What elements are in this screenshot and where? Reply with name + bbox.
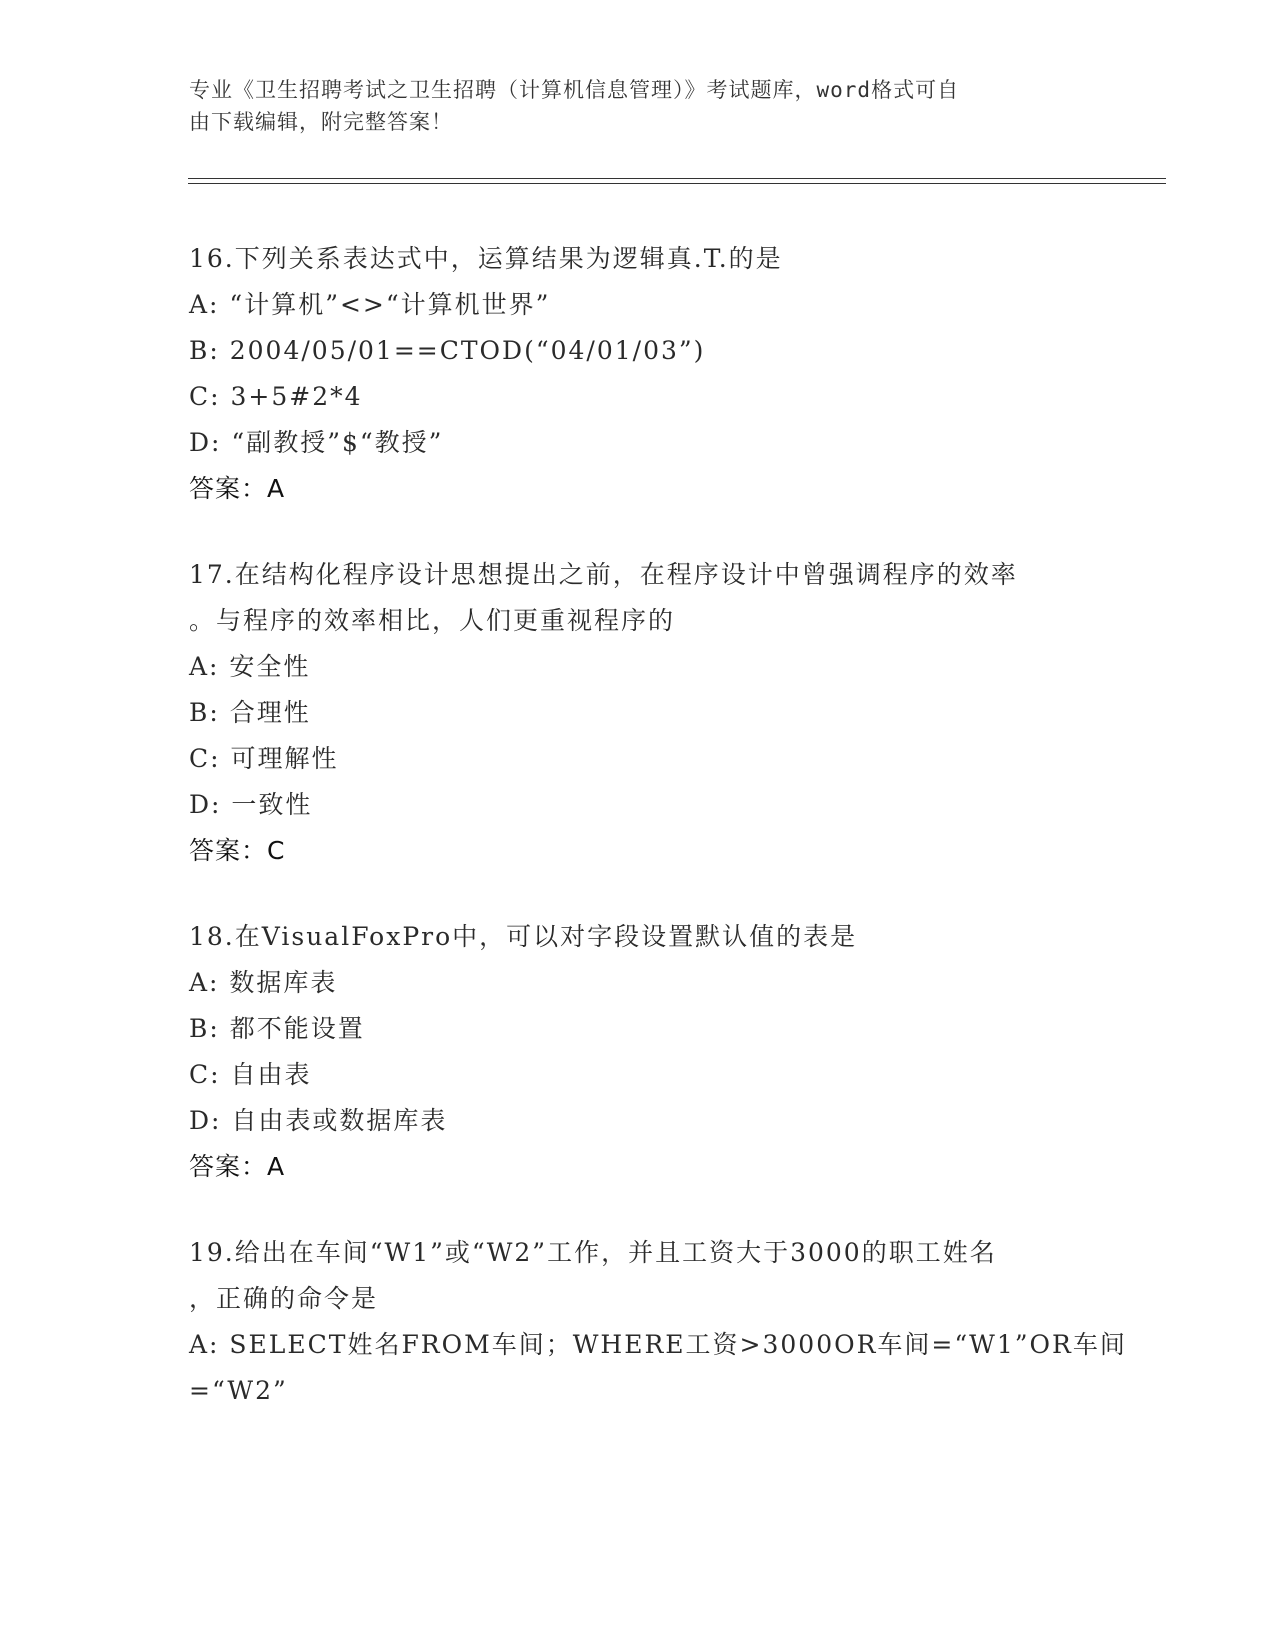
header-line-1: 专业《卫生招聘考试之卫生招聘（计算机信息管理）》考试题库，word格式可自 (189, 78, 960, 102)
option-a-continued: =“W2” (189, 1376, 288, 1405)
answer-line: 答案：A (189, 1152, 286, 1181)
document-header (189, 74, 1089, 138)
option-c: C: 自由表 (189, 1060, 312, 1089)
option-a: A: “计算机”<>“计算机世界” (189, 290, 551, 319)
option-c: C: 3+5#2*4 (189, 382, 363, 411)
question-stem: 18.在VisualFoxPro中，可以对字段设置默认值的表是 (189, 922, 858, 951)
question-stem-continued: 。与程序的效率相比，人们更重视程序的 (189, 606, 676, 635)
option-b: B: 都不能设置 (189, 1014, 365, 1043)
question-list (189, 236, 1127, 1454)
question-stem: 16.下列关系表达式中，运算结果为逻辑真.T.的是 (189, 244, 783, 273)
option-b: B: 2004/05/01==CTOD(“04/01/03”) (189, 336, 706, 365)
answer-line: 答案：C (189, 836, 286, 865)
question-stem: 17.在结构化程序设计思想提出之前，在程序设计中曾强调程序的效率 (189, 560, 1018, 589)
option-a: A: SELECT姓名FROM车间；WHERE工资>3000OR车间=“W1”OR车间 (189, 1330, 1127, 1359)
option-a: A: 数据库表 (189, 968, 338, 997)
question-18 (189, 914, 1089, 1190)
question-17 (189, 552, 1089, 874)
answer-line: 答案：A (189, 474, 286, 503)
header-divider (188, 178, 1166, 184)
question-16 (189, 236, 1089, 512)
option-a: A: 安全性 (189, 652, 311, 681)
header-line-2: 由下载编辑，附完整答案！ (189, 110, 453, 134)
option-d: D: “副教授”$“教授” (189, 428, 444, 457)
question-stem-continued: ，正确的命令是 (189, 1284, 379, 1313)
option-d: D: 一致性 (189, 790, 313, 819)
option-c: C: 可理解性 (189, 744, 339, 773)
option-d: D: 自由表或数据库表 (189, 1106, 448, 1135)
question-stem: 19.给出在车间“W1”或“W2”工作，并且工资大于3000的职工姓名 (189, 1238, 997, 1267)
option-b: B: 合理性 (189, 698, 311, 727)
question-19 (189, 1230, 1127, 1414)
